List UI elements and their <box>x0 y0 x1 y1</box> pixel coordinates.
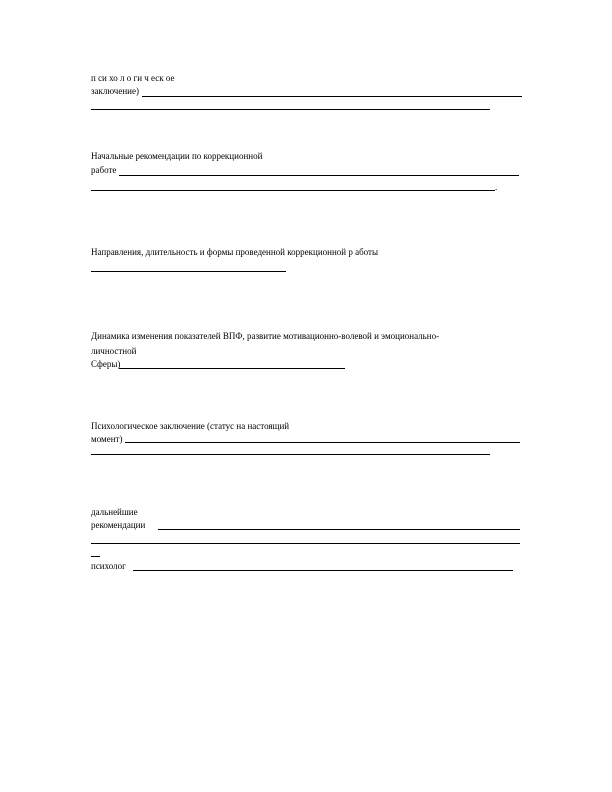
further-recommendations-fill-line-2[interactable] <box>91 543 520 544</box>
initial-recommendations-label: работе <box>91 165 117 175</box>
further-recommendations-heading: дальнейшие <box>91 507 138 517</box>
directions-fill-line[interactable] <box>91 271 286 272</box>
further-recommendations-fill-line-3[interactable] <box>91 556 100 557</box>
current-conclusion-fill-line-1[interactable] <box>125 442 520 443</box>
current-conclusion-heading: Психологическое заключение (статус на настоящий <box>91 421 290 431</box>
dynamics-fill-line[interactable] <box>119 368 345 369</box>
further-recommendations-label: рекомендации <box>91 520 146 530</box>
current-conclusion-fill-line-2[interactable] <box>91 454 490 455</box>
dynamics-heading-cont: личностной <box>91 346 137 356</box>
dynamics-heading: Динамика изменения показателей ВПФ, развитие мотивационно-волевой и эмоционально- <box>91 331 440 341</box>
initial-recommendations-fill-line-1[interactable] <box>119 175 519 176</box>
psychologist-label: психолог <box>91 561 126 571</box>
psych-conclusion-heading: п си хо л о ги ч еск ое <box>91 73 175 83</box>
current-conclusion-label: момент) <box>91 434 123 444</box>
psych-conclusion-fill-line-2[interactable] <box>91 109 490 110</box>
psych-conclusion-fill-line-1[interactable] <box>142 96 522 97</box>
psychologist-signature-line[interactable] <box>133 570 513 571</box>
initial-recommendations-trailing-dot: . <box>495 182 498 192</box>
initial-recommendations-heading: Начальные рекомендации по коррекционной <box>91 151 263 161</box>
psych-conclusion-label: заключение) <box>91 86 139 96</box>
directions-heading: Направления, длительность и формы проведенной коррекционной р аботы <box>91 247 379 257</box>
initial-recommendations-fill-line-2[interactable] <box>91 190 495 191</box>
further-recommendations-fill-line-1[interactable] <box>158 529 520 530</box>
dynamics-label: Сферы) <box>91 359 121 369</box>
